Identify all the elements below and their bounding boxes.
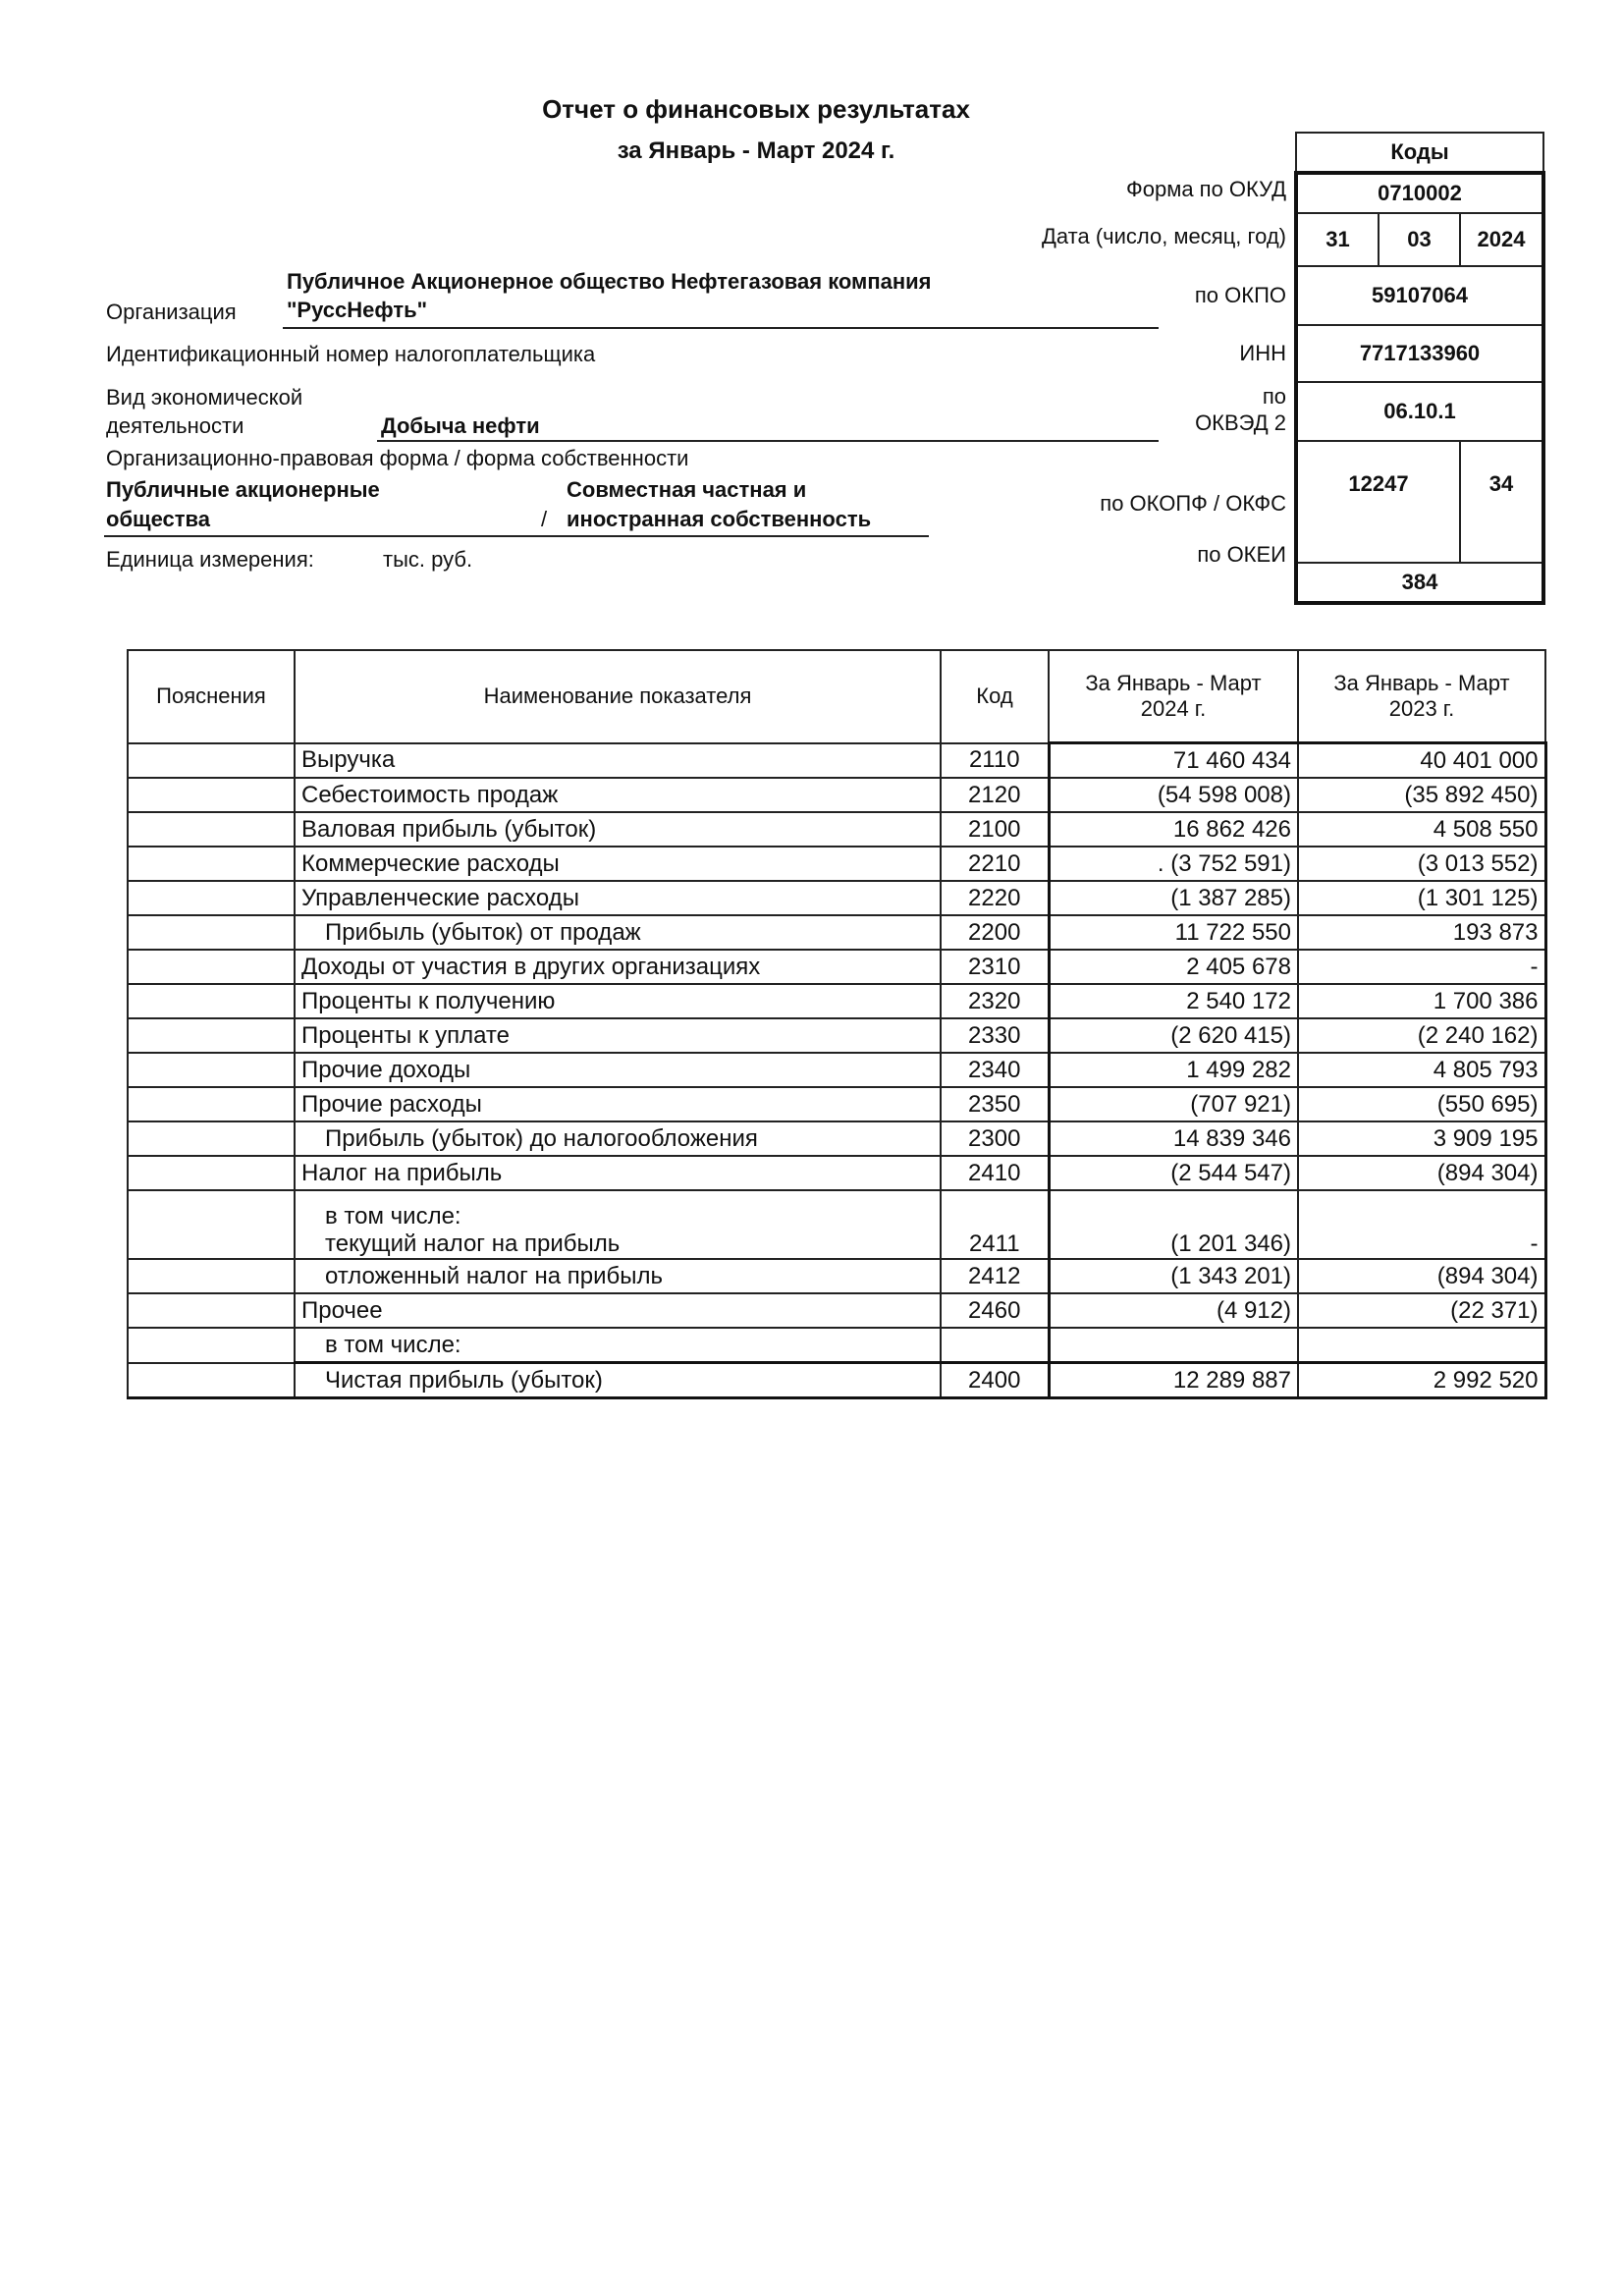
notes-cell bbox=[128, 1121, 295, 1156]
row-previous: - bbox=[1298, 1190, 1545, 1259]
row-name: Прочее bbox=[295, 1293, 941, 1328]
row-name: Управленческие расходы bbox=[295, 881, 941, 915]
notes-cell bbox=[128, 1053, 295, 1087]
row-previous: 4 508 550 bbox=[1298, 812, 1545, 847]
okopf-code: 12247 bbox=[1296, 441, 1460, 563]
row-code: 2310 bbox=[941, 950, 1049, 984]
table-row bbox=[128, 881, 1545, 915]
header-name: Наименование показателя bbox=[295, 650, 941, 743]
table-row bbox=[128, 950, 1545, 984]
row-current bbox=[1049, 1328, 1298, 1363]
ownership-value-2: иностранная собственность bbox=[567, 507, 872, 531]
row-previous: 2 992 520 bbox=[1298, 1363, 1545, 1398]
row-name: Чистая прибыль (убыток) bbox=[295, 1363, 941, 1398]
notes-cell bbox=[128, 778, 295, 812]
okopf-label: по ОКОПФ / ОКФС bbox=[1100, 491, 1286, 516]
row-code: 2400 bbox=[941, 1363, 1049, 1398]
okpo-code: 59107064 bbox=[1296, 266, 1543, 325]
row-previous: (22 371) bbox=[1298, 1293, 1545, 1328]
row-code: 2412 bbox=[941, 1259, 1049, 1293]
activity-label-2: деятельности bbox=[106, 413, 244, 438]
row-previous: (3 013 552) bbox=[1298, 847, 1545, 881]
header-current-line1: За Январь - Март bbox=[1085, 671, 1262, 695]
row-current: (4 912) bbox=[1049, 1293, 1298, 1328]
row-current: 2 540 172 bbox=[1049, 984, 1298, 1018]
notes-cell bbox=[128, 881, 295, 915]
row-name: Выручка bbox=[295, 743, 941, 779]
inn-label: ИНН bbox=[1239, 341, 1286, 365]
row-name: Доходы от участия в других организациях bbox=[295, 950, 941, 984]
report-title: Отчет о финансовых результатах bbox=[542, 94, 970, 124]
notes-cell bbox=[128, 1328, 295, 1363]
okved-code: 06.10.1 bbox=[1296, 382, 1543, 441]
notes-cell bbox=[128, 1259, 295, 1293]
row-previous: (2 240 162) bbox=[1298, 1018, 1545, 1053]
table-row bbox=[128, 812, 1545, 847]
table-row bbox=[128, 915, 1545, 950]
okud-code: 0710002 bbox=[1296, 173, 1543, 213]
row-code: 2120 bbox=[941, 778, 1049, 812]
table-row bbox=[128, 1363, 1545, 1398]
row-current: (54 598 008) bbox=[1049, 778, 1298, 812]
report-period: за Январь - Март 2024 г. bbox=[617, 137, 895, 164]
okei-code: 384 bbox=[1296, 563, 1543, 603]
row-name-main: текущий налог на прибыль bbox=[325, 1230, 621, 1257]
legal-form-label: Организационно-правовая форма / форма собственности bbox=[106, 446, 689, 470]
row-current: (1 387 285) bbox=[1049, 881, 1298, 915]
notes-cell bbox=[128, 1363, 295, 1398]
table-row bbox=[128, 1190, 1545, 1259]
row-current: 16 862 426 bbox=[1049, 812, 1298, 847]
financial-results-table bbox=[127, 649, 1547, 1399]
legal-form-value-2: общества bbox=[106, 507, 211, 531]
activity-underline bbox=[377, 440, 1159, 442]
row-current: 1 499 282 bbox=[1049, 1053, 1298, 1087]
row-code: 2350 bbox=[941, 1087, 1049, 1121]
notes-cell bbox=[128, 743, 295, 779]
row-current: (1 343 201) bbox=[1049, 1259, 1298, 1293]
activity-label-1: Вид экономической bbox=[106, 385, 303, 410]
table-row bbox=[128, 847, 1545, 881]
header-previous-line2: 2023 г. bbox=[1388, 696, 1455, 721]
row-current: 14 839 346 bbox=[1049, 1121, 1298, 1156]
row-previous: (894 304) bbox=[1298, 1259, 1545, 1293]
row-current: (707 921) bbox=[1049, 1087, 1298, 1121]
ownership-value-1: Совместная частная и bbox=[567, 477, 807, 502]
table-row bbox=[128, 1053, 1545, 1087]
codes-box bbox=[1294, 132, 1545, 605]
row-name: Коммерческие расходы bbox=[295, 847, 941, 881]
table-row bbox=[128, 778, 1545, 812]
row-current: 12 289 887 bbox=[1049, 1363, 1298, 1398]
table-row bbox=[128, 1328, 1545, 1363]
row-previous: 4 805 793 bbox=[1298, 1053, 1545, 1087]
organization-label: Организация bbox=[106, 300, 237, 324]
header-code: Код bbox=[941, 650, 1049, 743]
table-row bbox=[128, 1293, 1545, 1328]
notes-cell bbox=[128, 1087, 295, 1121]
inn-code: 7717133960 bbox=[1296, 325, 1543, 382]
header-current-period bbox=[1049, 650, 1298, 743]
okpo-label: по ОКПО bbox=[1194, 283, 1286, 307]
table-row bbox=[128, 1121, 1545, 1156]
row-previous: (1 301 125) bbox=[1298, 881, 1545, 915]
okved-label-2: ОКВЭД 2 bbox=[1195, 410, 1286, 435]
okei-label: по ОКЕИ bbox=[1197, 542, 1286, 567]
row-code: 2200 bbox=[941, 915, 1049, 950]
row-code: 2100 bbox=[941, 812, 1049, 847]
row-current: 11 722 550 bbox=[1049, 915, 1298, 950]
row-name-prefix: в том числе: bbox=[325, 1203, 461, 1230]
row-name: Проценты к уплате bbox=[295, 1018, 941, 1053]
row-previous: 193 873 bbox=[1298, 915, 1545, 950]
row-code: 2220 bbox=[941, 881, 1049, 915]
row-code: 2300 bbox=[941, 1121, 1049, 1156]
header-current-line2: 2024 г. bbox=[1140, 696, 1207, 721]
row-previous: 1 700 386 bbox=[1298, 984, 1545, 1018]
row-previous: (550 695) bbox=[1298, 1087, 1545, 1121]
organization-underline bbox=[283, 327, 1159, 329]
row-name: Прибыль (убыток) от продаж bbox=[295, 915, 941, 950]
row-name bbox=[295, 1190, 941, 1259]
row-name: Налог на прибыль bbox=[295, 1156, 941, 1190]
row-previous: (894 304) bbox=[1298, 1156, 1545, 1190]
row-current: . (3 752 591) bbox=[1049, 847, 1298, 881]
row-code: 2340 bbox=[941, 1053, 1049, 1087]
date-label: Дата (число, месяц, год) bbox=[1041, 224, 1286, 248]
notes-cell bbox=[128, 984, 295, 1018]
row-previous: 40 401 000 bbox=[1298, 743, 1545, 779]
row-current: 71 460 434 bbox=[1049, 743, 1298, 779]
header-previous-period bbox=[1298, 650, 1545, 743]
row-name: Валовая прибыль (убыток) bbox=[295, 812, 941, 847]
row-name: Прибыль (убыток) до налогообложения bbox=[295, 1121, 941, 1156]
date-month: 03 bbox=[1379, 213, 1460, 266]
notes-cell bbox=[128, 1293, 295, 1328]
table-row bbox=[128, 984, 1545, 1018]
notes-cell bbox=[128, 812, 295, 847]
row-code bbox=[941, 1328, 1049, 1363]
table-row bbox=[128, 1259, 1545, 1293]
notes-cell bbox=[128, 847, 295, 881]
notes-cell bbox=[128, 915, 295, 950]
organization-name-1: Публичное Акционерное общество Нефтегазовая компания bbox=[287, 269, 932, 294]
header-previous-line1: За Январь - Март bbox=[1333, 671, 1510, 695]
row-previous: 3 909 195 bbox=[1298, 1121, 1545, 1156]
notes-cell bbox=[128, 1018, 295, 1053]
okfs-code: 34 bbox=[1460, 441, 1543, 563]
row-current: (2 620 415) bbox=[1049, 1018, 1298, 1053]
row-code: 2330 bbox=[941, 1018, 1049, 1053]
okved-label-1: по bbox=[1262, 384, 1286, 409]
date-year: 2024 bbox=[1460, 213, 1543, 266]
row-current: (2 544 547) bbox=[1049, 1156, 1298, 1190]
header-notes: Пояснения bbox=[128, 650, 295, 743]
codes-header: Коды bbox=[1296, 133, 1543, 173]
row-previous bbox=[1298, 1328, 1545, 1363]
organization-name-2: "РуссНефть" bbox=[287, 298, 428, 322]
date-day: 31 bbox=[1296, 213, 1379, 266]
row-name: Себестоимость продаж bbox=[295, 778, 941, 812]
table-row bbox=[128, 743, 1545, 779]
row-previous: - bbox=[1298, 950, 1545, 984]
row-code: 2320 bbox=[941, 984, 1049, 1018]
taxpayer-id-label: Идентификационный номер налогоплательщика bbox=[106, 342, 596, 366]
notes-cell bbox=[128, 950, 295, 984]
row-code: 2110 bbox=[941, 743, 1049, 779]
row-code: 2411 bbox=[941, 1190, 1049, 1259]
row-current: (1 201 346) bbox=[1049, 1190, 1298, 1259]
legal-form-underline bbox=[104, 535, 929, 537]
unit-label: Единица измерения: bbox=[106, 547, 314, 572]
row-name: Проценты к получению bbox=[295, 984, 941, 1018]
row-previous: (35 892 450) bbox=[1298, 778, 1545, 812]
legal-form-value-1: Публичные акционерные bbox=[106, 477, 380, 502]
row-current: 2 405 678 bbox=[1049, 950, 1298, 984]
notes-cell bbox=[128, 1156, 295, 1190]
row-name: Прочие расходы bbox=[295, 1087, 941, 1121]
row-name: Прочие доходы bbox=[295, 1053, 941, 1087]
legal-form-slash: / bbox=[541, 507, 548, 531]
table-row bbox=[128, 1087, 1545, 1121]
row-code: 2210 bbox=[941, 847, 1049, 881]
table-header-row bbox=[128, 650, 1545, 743]
activity-value: Добыча нефти bbox=[381, 413, 540, 438]
okud-label: Форма по ОКУД bbox=[1126, 177, 1286, 201]
table-row bbox=[128, 1018, 1545, 1053]
unit-value: тыс. руб. bbox=[383, 547, 473, 572]
row-name: отложенный налог на прибыль bbox=[295, 1259, 941, 1293]
row-name: в том числе: bbox=[295, 1328, 941, 1363]
row-code: 2460 bbox=[941, 1293, 1049, 1328]
notes-cell bbox=[128, 1190, 295, 1259]
row-code: 2410 bbox=[941, 1156, 1049, 1190]
table-row bbox=[128, 1156, 1545, 1190]
